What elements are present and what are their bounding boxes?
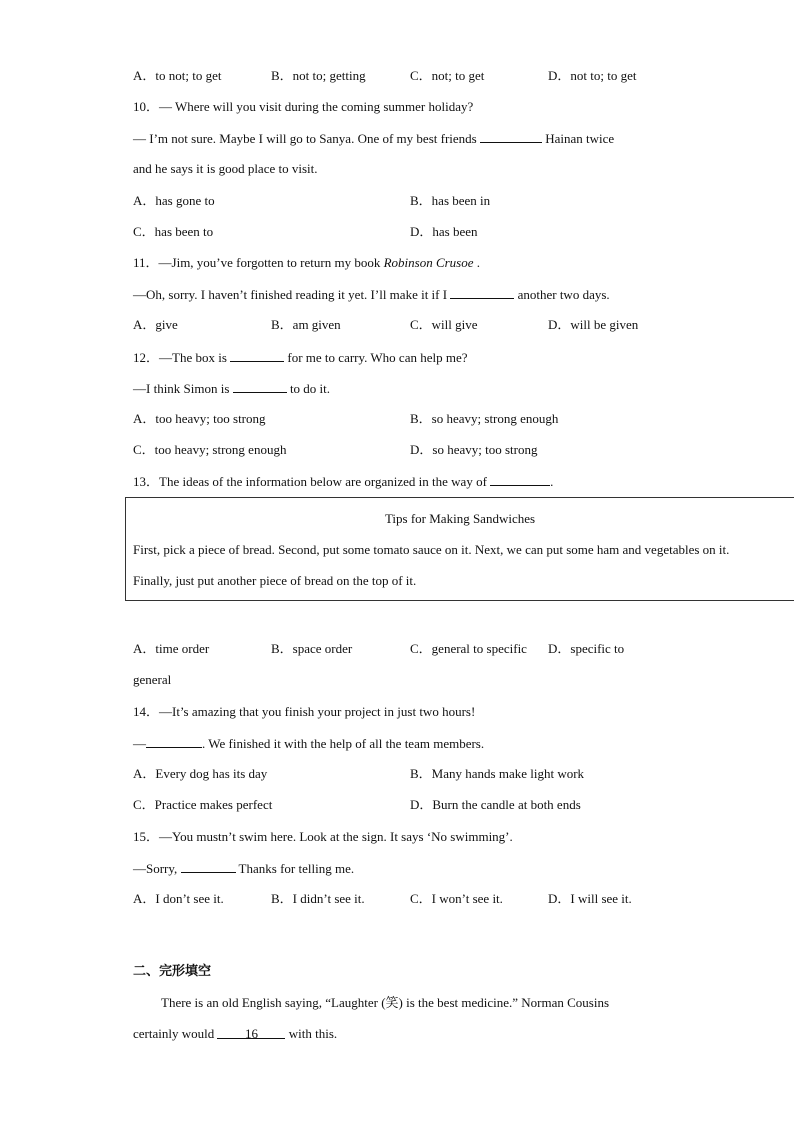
q15-line2 (133, 860, 354, 877)
q11-line2-post: another two days. (514, 287, 610, 302)
q12-answer-blank-2[interactable] (233, 380, 287, 393)
q15-line2-post: Thanks for telling me. (235, 861, 355, 876)
cloze-blank-16[interactable] (217, 1026, 285, 1039)
q15-line2-pre: —Sorry, (133, 861, 181, 876)
q14-line2 (133, 735, 484, 752)
q13-option-c[interactable]: C．general to specific (410, 641, 527, 656)
q12-line2 (133, 380, 330, 397)
passage-line2-pre: certainly would (133, 1026, 218, 1041)
q14-option-a[interactable]: A．Every dog has its day (133, 766, 268, 781)
q10-line3: and he says it is good place to visit. (133, 161, 318, 176)
q12-option-d[interactable]: D．so heavy; too strong (410, 442, 538, 457)
q11-option-d[interactable]: D．will be given (548, 317, 639, 332)
passage-line2-post: with this. (285, 1026, 338, 1041)
q13-stem-pre: 13．The ideas of the information below are organized in the way of (133, 474, 491, 489)
q15-option-a[interactable]: A．I don’t see it. (133, 891, 224, 906)
q12-stem-post: for me to carry. Who can help me? (284, 350, 468, 365)
q12-answer-blank-1[interactable] (230, 349, 284, 362)
q11-option-b[interactable]: B．am given (271, 317, 341, 332)
q12-line2-post: to do it. (286, 381, 331, 396)
q13-option-d[interactable]: D．specific to (548, 641, 625, 656)
q12-option-a[interactable]: A．too heavy; too strong (133, 411, 266, 426)
q11-option-c[interactable]: C．will give (410, 317, 478, 332)
q13-stem-post: . (550, 474, 554, 489)
q10-line2-post: Hainan twice (541, 131, 615, 146)
q13-box-line-1: First, pick a piece of bread. Second, put some tomato sauce on it. Next, we can put some ham and vegetables on it. (133, 542, 730, 557)
q15-stem: 15．—You mustn’t swim here. Look at the sign. It says ‘No swimming’. (133, 829, 513, 844)
q13-info-box (125, 497, 794, 601)
q9-option-c[interactable]: C．not; to get (410, 68, 485, 83)
q13-stem (133, 473, 553, 490)
q12-line2-pre: —I think Simon is (133, 381, 233, 396)
q10-answer-blank[interactable] (480, 130, 542, 143)
q13-box-line-2: Finally, just put another piece of bread on the top of it. (133, 573, 417, 588)
q14-option-c[interactable]: C．Practice makes perfect (133, 797, 273, 812)
q10-line2-pre: — I’m not sure. Maybe I will go to Sanya. One of my best friends (133, 131, 480, 146)
q14-line2-pre: — (133, 736, 146, 751)
q14-line2-post: . We finished it with the help of all the team members. (202, 736, 485, 751)
q10-option-c[interactable]: C．has been to (133, 224, 214, 239)
q15-option-b[interactable]: B．I didn’t see it. (271, 891, 365, 906)
q15-option-c[interactable]: C．I won’t see it. (410, 891, 503, 906)
q11-line2-pre: —Oh, sorry. I haven’t finished reading it yet. I’ll make it if I (133, 287, 451, 302)
q10-option-a[interactable]: A．has gone to (133, 193, 215, 208)
q14-stem: 14．—It’s amazing that you finish your project in just two hours! (133, 704, 476, 719)
q13-option-d-wrap: general (133, 672, 172, 687)
q11-book-title: Robinson Crusoe (383, 255, 474, 270)
q14-option-d[interactable]: D．Burn the candle at both ends (410, 797, 581, 812)
q12-stem (133, 349, 468, 366)
q13-option-b[interactable]: B．space order (271, 641, 353, 656)
q9-option-a[interactable]: A．to not; to get (133, 68, 222, 83)
section-heading-cloze: 二、完形填空 (133, 964, 212, 979)
q14-option-b[interactable]: B．Many hands make light work (410, 766, 585, 781)
q11-stem-post: . (473, 255, 481, 270)
passage-line-1: There is an old English saying, “Laughter (笑) is the best medicine.” Norman Cousins (161, 995, 610, 1010)
q9-option-d[interactable]: D．not to; to get (548, 68, 637, 83)
q11-stem-pre: 11．—Jim, you’ve forgotten to return my book (133, 255, 384, 270)
q15-answer-blank[interactable] (181, 860, 236, 873)
q12-option-b[interactable]: B．so heavy; strong enough (410, 411, 559, 426)
q13-box-title: Tips for Making Sandwiches (384, 511, 536, 526)
q12-option-c[interactable]: C．too heavy; strong enough (133, 442, 287, 457)
q10-option-d[interactable]: D．has been (410, 224, 478, 239)
q15-option-d[interactable]: D．I will see it. (548, 891, 632, 906)
q13-option-a[interactable]: A．time order (133, 641, 210, 656)
passage-line-2 (133, 1026, 337, 1042)
q14-answer-blank[interactable] (146, 735, 202, 748)
q11-line2 (133, 286, 610, 303)
q12-stem-pre: 12．—The box is (133, 350, 231, 365)
q13-answer-blank[interactable] (490, 473, 550, 486)
q11-option-a[interactable]: A．give (133, 317, 178, 332)
q9-option-b[interactable]: B．not to; getting (271, 68, 366, 83)
q10-stem: 10．— Where will you visit during the coming summer holiday? (133, 99, 474, 114)
q10-option-b[interactable]: B．has been in (410, 193, 491, 208)
q11-answer-blank[interactable] (450, 286, 514, 299)
cloze-blank-number: 16 (244, 1026, 258, 1041)
q10-line2 (133, 130, 614, 147)
q11-stem (133, 255, 480, 271)
